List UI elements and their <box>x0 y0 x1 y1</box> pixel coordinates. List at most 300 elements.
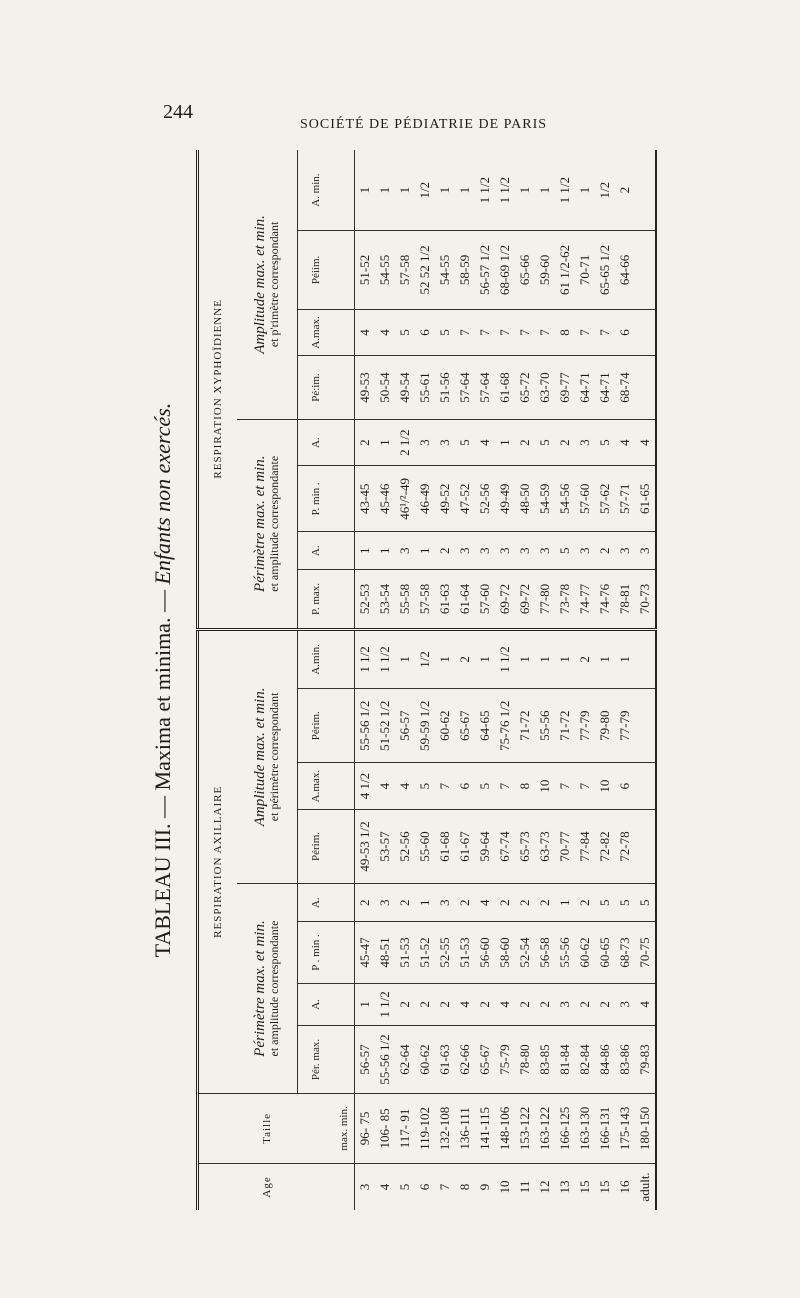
cell-axillaire-3: 51-53 <box>455 922 475 983</box>
cell-taille: 136-111 <box>455 1093 475 1163</box>
cell-xyphoidienne-7: 52 52 1/2 <box>415 231 435 309</box>
cell-axillaire-4: 1 <box>415 884 435 922</box>
cell-xyphoidienne-4: 5 <box>455 419 475 466</box>
cell-axillaire-8: 1 <box>595 629 615 688</box>
cell-taille: 166-131 <box>595 1093 615 1163</box>
cell-axillaire-1: 78-80 <box>515 1026 535 1094</box>
cell-taille: 132-108 <box>435 1093 455 1163</box>
cell-age: 16 <box>615 1163 635 1210</box>
cell-axillaire-4: 2 <box>455 884 475 922</box>
cell-axillaire-3: 45-47 <box>355 922 376 983</box>
cell-axillaire-7: 75-76 1/2 <box>495 689 515 763</box>
cell-axillaire-8: 1 1/2 <box>375 629 395 688</box>
cell-xyphoidienne-2: 2 <box>435 532 455 570</box>
cell-xyphoidienne-6: 7 <box>455 309 475 356</box>
cell-axillaire-7: 55-56 1/2 <box>355 689 376 763</box>
cell-axillaire-3: 51-53 <box>395 922 415 983</box>
cell-xyphoidienne-8: 2 <box>617 186 632 194</box>
cell-age: 5 <box>395 1163 415 1210</box>
cell-axillaire-6: 7 <box>555 763 575 810</box>
cell-axillaire-7: 51-52 1/2 <box>375 689 395 763</box>
cell-axillaire-3: 70-75 <box>635 922 656 983</box>
cell-xyphoidienne-2: 3 <box>535 532 555 570</box>
cell-xyphoidienne-5: 68-74 <box>615 356 635 420</box>
cell-xyphoidienne-2: 1 <box>375 532 395 570</box>
cell-axillaire-3: 52-54 <box>515 922 535 983</box>
col-header-axillaire-2: A. <box>298 983 335 1025</box>
cell-axillaire-3: 56-60 <box>475 922 495 983</box>
cell-age: 15 <box>595 1163 615 1210</box>
cell-xyphoidienne-8: 1 <box>537 186 552 194</box>
cell-axillaire-7: 56-57 <box>395 689 415 763</box>
cell-axillaire-5: 72-82 <box>595 809 615 883</box>
table-row <box>555 150 575 1210</box>
cell-xyphoidienne-8: 1/2 <box>417 181 432 199</box>
cell-axillaire-4: 5 <box>615 884 635 922</box>
cell-xyphoidienne-2: 3 <box>635 532 656 570</box>
cell-axillaire-8: 1 <box>515 629 535 688</box>
cell-xyphoidienne-1: 69-72 <box>495 570 515 629</box>
cell-xyphoidienne-3: 57-62 <box>595 466 615 532</box>
header-section-xyphoidienne: RESPIRATION XYPHOÏDIENNE <box>212 299 224 479</box>
col-header-xyphoidienne-6: A.max. <box>298 309 335 356</box>
cell-xyphoidienne-1: 61-64 <box>455 570 475 629</box>
cell-axillaire-3: 51-52 <box>415 922 435 983</box>
cell-axillaire-7: 59-59 1/2 <box>415 689 435 763</box>
cell-xyphoidienne-4: 4 <box>635 419 656 466</box>
cell-axillaire-8 <box>635 629 656 688</box>
cell-xyphoidienne-1: 57-58 <box>415 570 435 629</box>
cell-age: 9 <box>475 1163 495 1210</box>
cell-xyphoidienne-4: 3 <box>575 419 595 466</box>
cell-xyphoidienne-2: 3 <box>515 532 535 570</box>
cell-axillaire-2: 2 <box>395 983 415 1025</box>
cell-axillaire-3: 60-62 <box>575 922 595 983</box>
cell-axillaire-8: 1 <box>615 629 635 688</box>
header-age: Age <box>198 1163 335 1210</box>
cell-xyphoidienne-6: 7 <box>515 309 535 356</box>
data-table <box>196 150 657 1210</box>
cell-xyphoidienne-6: 6 <box>415 309 435 356</box>
cell-axillaire-8: 1 1/2 <box>355 629 376 688</box>
table-title-italic: Enfants non exercés. <box>150 402 175 585</box>
cell-axillaire-2: 1 <box>355 983 376 1025</box>
cell-age: 7 <box>435 1163 455 1210</box>
cell-xyphoidienne-8: 1 <box>437 186 452 194</box>
cell-axillaire-3: 55-56 <box>555 922 575 983</box>
cell-xyphoidienne-7: 56-57 1/2 <box>475 231 495 309</box>
cell-age: 12 <box>535 1163 555 1210</box>
cell-age: 11 <box>515 1163 535 1210</box>
table-title <box>144 150 182 1210</box>
header-group-1 <box>237 884 298 1094</box>
cell-xyphoidienne-3: 52-56 <box>475 466 495 532</box>
table-row <box>375 150 395 1210</box>
cell-axillaire-1: 84-86 <box>595 1026 615 1094</box>
cell-xyphoidienne-5: 61-68 <box>495 356 515 420</box>
cell-xyphoidienne-8: 1 <box>357 186 372 194</box>
cell-xyphoidienne-7 <box>635 231 656 309</box>
cell-axillaire-5: 63-73 <box>535 809 555 883</box>
cell-xyphoidienne-5: 51-56 <box>435 356 455 420</box>
cell-xyphoidienne-2: 3 <box>495 532 515 570</box>
cell-axillaire-8: 1 1/2 <box>495 629 515 688</box>
cell-axillaire-8: 1 <box>555 629 575 688</box>
cell-axillaire-2: 2 <box>595 983 615 1025</box>
col-header-xyphoidienne-7: Péiim. <box>298 231 335 309</box>
cell-axillaire-5: 55-60 <box>415 809 435 883</box>
cell-axillaire-6: 7 <box>435 763 455 810</box>
cell-axillaire-6: 6 <box>455 763 475 810</box>
cell-axillaire-5: 61-68 <box>435 809 455 883</box>
cell-xyphoidienne-2: 3 <box>395 532 415 570</box>
cell-xyphoidienne-2: 1 <box>415 532 435 570</box>
cell-xyphoidienne-7: 57-58 <box>395 231 415 309</box>
cell-age: 10 <box>495 1163 515 1210</box>
cell-axillaire-5: 77-84 <box>575 809 595 883</box>
cell-axillaire-8: 2 <box>575 629 595 688</box>
cell-axillaire-3: 52-55 <box>435 922 455 983</box>
cell-taille: 163-122 <box>535 1093 555 1163</box>
cell-axillaire-3: 68-73 <box>615 922 635 983</box>
cell-xyphoidienne-1: 78-81 <box>615 570 635 629</box>
table-row <box>535 150 555 1210</box>
cell-xyphoidienne-6: 4 <box>375 309 395 356</box>
cell-axillaire-2: 2 <box>415 983 435 1025</box>
cell-axillaire-4: 1 <box>555 884 575 922</box>
cell-xyphoidienne-1: 74-77 <box>575 570 595 629</box>
cell-xyphoidienne-4: 3 <box>435 419 455 466</box>
cell-axillaire-8: 1 <box>435 629 455 688</box>
cell-xyphoidienne-3: 46-49 <box>415 466 435 532</box>
cell-axillaire-4: 3 <box>375 884 395 922</box>
cell-axillaire-6 <box>635 763 656 810</box>
group-3-sub: et amplitude correspondante <box>267 455 281 592</box>
col-header-axillaire-7: Périm. <box>298 689 335 763</box>
table-row <box>415 150 435 1210</box>
table-row <box>615 150 635 1210</box>
header-group-4 <box>237 150 298 419</box>
cell-axillaire-8: 1/2 <box>415 629 435 688</box>
col-header-xyphoidienne-1: P. max. <box>298 570 335 629</box>
cell-xyphoidienne-6: 8 <box>555 309 575 356</box>
cell-taille: 119-102 <box>415 1093 435 1163</box>
col-header-xyphoidienne-2: A. <box>298 532 335 570</box>
cell-xyphoidienne-5: 64-71 <box>575 356 595 420</box>
cell-age: 3 <box>355 1163 376 1210</box>
col-header-xyphoidienne-4: A. <box>298 419 335 466</box>
cell-xyphoidienne-1: 52-53 <box>355 570 376 629</box>
cell-axillaire-2: 2 <box>575 983 595 1025</box>
cell-axillaire-6: 7 <box>495 763 515 810</box>
cell-axillaire-4: 2 <box>515 884 535 922</box>
table-row <box>495 150 515 1210</box>
cell-xyphoidienne-5: 49-53 <box>355 356 376 420</box>
group-1-sub: et amplitude correspondante <box>267 920 281 1057</box>
cell-xyphoidienne-3: 43-45 <box>355 466 376 532</box>
cell-axillaire-7 <box>635 689 656 763</box>
cell-axillaire-6: 10 <box>595 763 615 810</box>
cell-xyphoidienne-6: 7 <box>495 309 515 356</box>
cell-xyphoidienne-1: 77-80 <box>535 570 555 629</box>
cell-axillaire-1: 83-86 <box>615 1026 635 1094</box>
header-group-3 <box>237 419 298 629</box>
cell-xyphoidienne-3: 48-50 <box>515 466 535 532</box>
cell-axillaire-5: 53-57 <box>375 809 395 883</box>
cell-taille: 175-143 <box>615 1093 635 1163</box>
cell-axillaire-5: 49-53 1/2 <box>355 809 376 883</box>
table-row <box>435 150 455 1210</box>
cell-xyphoidienne-2: 3 <box>475 532 495 570</box>
cell-axillaire-5: 65-73 <box>515 809 535 883</box>
cell-axillaire-2: 3 <box>555 983 575 1025</box>
cell-axillaire-6: 7 <box>575 763 595 810</box>
cell-xyphoidienne-7: 61 1/2-62 <box>555 231 575 309</box>
cell-xyphoidienne-1: 61-63 <box>435 570 455 629</box>
cell-xyphoidienne-8: 1 <box>577 186 592 194</box>
cell-xyphoidienne-4: 2 1/2 <box>395 419 415 466</box>
cell-xyphoidienne-8: 1 <box>457 186 472 194</box>
cell-taille: 106- 85 <box>375 1093 395 1163</box>
cell-xyphoidienne-1: 70-73 <box>635 570 656 629</box>
cell-xyphoidienne-5: 55-61 <box>415 356 435 420</box>
cell-taille: 180-150 <box>635 1093 656 1163</box>
cell-xyphoidienne-2: 3 <box>455 532 475 570</box>
cell-xyphoidienne-4: 2 <box>355 419 376 466</box>
rotated-table-block <box>144 150 694 1210</box>
cell-axillaire-4: 5 <box>595 884 615 922</box>
cell-axillaire-6: 8 <box>515 763 535 810</box>
table-row <box>475 150 495 1210</box>
cell-xyphoidienne-8: 1 1/2 <box>557 176 572 204</box>
cell-xyphoidienne-8: 1 1/2 <box>477 176 492 204</box>
cell-axillaire-1: 56-57 <box>355 1026 376 1094</box>
cell-axillaire-5: 61-67 <box>455 809 475 883</box>
cell-xyphoidienne-8: 1 <box>397 186 412 194</box>
col-header-xyphoidienne-3: P. min . <box>298 466 335 532</box>
cell-axillaire-3: 60-65 <box>595 922 615 983</box>
cell-xyphoidienne-5: 50-54 <box>375 356 395 420</box>
cell-taille: 153-122 <box>515 1093 535 1163</box>
cell-axillaire-2: 1 1/2 <box>375 983 395 1025</box>
cell-age: 6 <box>415 1163 435 1210</box>
cell-xyphoidienne-6: 6 <box>615 309 635 356</box>
cell-xyphoidienne-5: 64-71 <box>595 356 615 420</box>
header-section-axillaire: RESPIRATION AXILLAIRE <box>198 629 238 1093</box>
cell-xyphoidienne-1: 57-60 <box>475 570 495 629</box>
cell-axillaire-7: 65-67 <box>455 689 475 763</box>
cell-axillaire-6: 4 <box>395 763 415 810</box>
group-2-sub: et périmètre correspondant <box>267 692 281 822</box>
cell-axillaire-1: 81-84 <box>555 1026 575 1094</box>
cell-taille: 117- 91 <box>395 1093 415 1163</box>
cell-axillaire-2: 2 <box>535 983 555 1025</box>
cell-xyphoidienne-7: 54-55 <box>375 231 395 309</box>
cell-axillaire-4: 2 <box>575 884 595 922</box>
table-row <box>395 150 415 1210</box>
header-age-unit <box>334 1163 355 1210</box>
cell-axillaire-4: 4 <box>475 884 495 922</box>
cell-axillaire-1: 65-67 <box>475 1026 495 1094</box>
cell-age: 13 <box>555 1163 575 1210</box>
cell-axillaire-4: 2 <box>495 884 515 922</box>
cell-axillaire-7: 77-79 <box>615 689 635 763</box>
cell-axillaire-4: 5 <box>635 884 656 922</box>
cell-axillaire-5: 59-64 <box>475 809 495 883</box>
cell-xyphoidienne-8: 1/2 <box>597 181 612 199</box>
cell-age: 15 <box>575 1163 595 1210</box>
cell-xyphoidienne-6 <box>635 309 656 356</box>
cell-axillaire-1: 79-83 <box>635 1026 656 1094</box>
cell-xyphoidienne-6: 7 <box>575 309 595 356</box>
cell-axillaire-1: 55-56 1/2 <box>375 1026 395 1094</box>
cell-xyphoidienne-7: 65-66 <box>515 231 535 309</box>
page-number: 244 <box>163 101 193 123</box>
cell-xyphoidienne-6: 4 <box>355 309 376 356</box>
cell-axillaire-3: 48-51 <box>375 922 395 983</box>
cell-age: 4 <box>375 1163 395 1210</box>
cell-axillaire-3: 58-60 <box>495 922 515 983</box>
cell-taille: 96- 75 <box>355 1093 376 1163</box>
group-4-italic: Amplitude max. et min. <box>252 215 268 354</box>
cell-xyphoidienne-4: 5 <box>535 419 555 466</box>
cell-axillaire-6: 6 <box>615 763 635 810</box>
table-row <box>635 150 656 1210</box>
cell-xyphoidienne-3: 49-52 <box>435 466 455 532</box>
cell-xyphoidienne-7: 59-60 <box>535 231 555 309</box>
cell-axillaire-4: 2 <box>355 884 376 922</box>
cell-age: 8 <box>455 1163 475 1210</box>
cell-xyphoidienne-2: 3 <box>575 532 595 570</box>
cell-axillaire-2: 2 <box>435 983 455 1025</box>
table-row <box>575 150 595 1210</box>
cell-xyphoidienne-4: 3 <box>415 419 435 466</box>
cell-axillaire-8: 1 <box>395 629 415 688</box>
cell-axillaire-1: 75-79 <box>495 1026 515 1094</box>
cell-xyphoidienne-1: 74-76 <box>595 570 615 629</box>
cell-axillaire-2: 4 <box>455 983 475 1025</box>
cell-axillaire-7: 77-79 <box>575 689 595 763</box>
cell-axillaire-3: 56-58 <box>535 922 555 983</box>
cell-xyphoidienne-2: 3 <box>615 532 635 570</box>
cell-axillaire-4: 3 <box>435 884 455 922</box>
col-header-axillaire-4: A. <box>298 884 335 922</box>
header-group-2 <box>237 629 298 883</box>
col-header-xyphoidienne-8: A. min. <box>298 150 335 231</box>
cell-axillaire-5: 52-56 <box>395 809 415 883</box>
cell-xyphoidienne-2: 1 <box>355 532 376 570</box>
col-header-xyphoidienne-5: Pé:im. <box>298 356 335 420</box>
table-row <box>595 150 615 1210</box>
header-taille: Taille <box>198 1093 335 1163</box>
cell-xyphoidienne-3: 54-56 <box>555 466 575 532</box>
col-header-axillaire-3: P . min . <box>298 922 335 983</box>
group-3-italic: Périmètre max. et min. <box>252 455 268 593</box>
cell-xyphoidienne-3: 57-71 <box>615 466 635 532</box>
cell-age: adult. <box>635 1163 656 1210</box>
cell-axillaire-6: 4 1/2 <box>355 763 376 810</box>
cell-xyphoidienne-7: 70-71 <box>575 231 595 309</box>
cell-xyphoidienne-2: 2 <box>595 532 615 570</box>
cell-taille: 163-130 <box>575 1093 595 1163</box>
cell-xyphoidienne-3: 49-49 <box>495 466 515 532</box>
table-title-main: TABLEAU III. — Maxima et minima. — <box>150 584 175 958</box>
cell-xyphoidienne-8: 1 <box>517 186 532 194</box>
running-header: SOCIÉTÉ DE PÉDIATRIE DE PARIS <box>300 117 548 132</box>
group-1-italic: Périmètre max. et min. <box>252 920 268 1057</box>
cell-xyphoidienne-4: 2 <box>555 419 575 466</box>
cell-xyphoidienne-6: 5 <box>435 309 455 356</box>
col-header-axillaire-1: Pér. max. <box>298 1026 335 1094</box>
cell-xyphoidienne-3: 47-52 <box>455 466 475 532</box>
cell-axillaire-2: 3 <box>615 983 635 1025</box>
table-row <box>515 150 535 1210</box>
col-header-axillaire-6: A.max. <box>298 763 335 810</box>
cell-axillaire-5 <box>635 809 656 883</box>
cell-axillaire-1: 83-85 <box>535 1026 555 1094</box>
cell-xyphoidienne-6: 7 <box>535 309 555 356</box>
cell-xyphoidienne-8: 1 <box>377 186 392 194</box>
cell-axillaire-2: 4 <box>495 983 515 1025</box>
cell-axillaire-8: 2 <box>455 629 475 688</box>
cell-xyphoidienne-4: 1 <box>495 419 515 466</box>
cell-taille: 141-115 <box>475 1093 495 1163</box>
cell-xyphoidienne-1: 55-58 <box>395 570 415 629</box>
cell-axillaire-1: 82-84 <box>575 1026 595 1094</box>
cell-axillaire-1: 62-64 <box>395 1026 415 1094</box>
cell-xyphoidienne-5: 63-70 <box>535 356 555 420</box>
cell-axillaire-4: 2 <box>535 884 555 922</box>
cell-xyphoidienne-3: 61-65 <box>635 466 656 532</box>
cell-axillaire-5: 67-74 <box>495 809 515 883</box>
cell-axillaire-5: 72-78 <box>615 809 635 883</box>
cell-xyphoidienne-4: 2 <box>515 419 535 466</box>
cell-xyphoidienne-5: 69-77 <box>555 356 575 420</box>
cell-xyphoidienne-4: 5 <box>595 419 615 466</box>
group-4-sub: et p'rimètre correspondant <box>267 221 281 348</box>
cell-taille: 148-106 <box>495 1093 515 1163</box>
cell-axillaire-2: 2 <box>515 983 535 1025</box>
cell-xyphoidienne-7: 68-69 1/2 <box>495 231 515 309</box>
cell-axillaire-2: 4 <box>635 983 656 1025</box>
cell-axillaire-6: 4 <box>375 763 395 810</box>
cell-axillaire-6: 5 <box>475 763 495 810</box>
cell-xyphoidienne-4: 4 <box>615 419 635 466</box>
group-2-italic: Amplitude max. et min. <box>252 687 268 827</box>
cell-xyphoidienne-8: 1 1/2 <box>497 176 512 204</box>
cell-xyphoidienne-1: 53-54 <box>375 570 395 629</box>
cell-xyphoidienne-6: 5 <box>395 309 415 356</box>
cell-xyphoidienne-5: 65-72 <box>515 356 535 420</box>
cell-axillaire-7: 71-72 <box>555 689 575 763</box>
cell-xyphoidienne-7: 54-55 <box>435 231 455 309</box>
cell-axillaire-7: 64-65 <box>475 689 495 763</box>
cell-axillaire-5: 70-77 <box>555 809 575 883</box>
cell-xyphoidienne-7: 64-66 <box>615 231 635 309</box>
cell-xyphoidienne-2: 5 <box>555 532 575 570</box>
cell-xyphoidienne-5: 57-64 <box>455 356 475 420</box>
cell-xyphoidienne-5: 57-64 <box>475 356 495 420</box>
cell-axillaire-1: 61-63 <box>435 1026 455 1094</box>
cell-axillaire-7: 79-80 <box>595 689 615 763</box>
cell-axillaire-7: 55-56 <box>535 689 555 763</box>
cell-xyphoidienne-5: 49-54 <box>395 356 415 420</box>
cell-xyphoidienne-1: 73-78 <box>555 570 575 629</box>
cell-xyphoidienne-4: 1 <box>375 419 395 466</box>
cell-axillaire-8: 1 <box>535 629 555 688</box>
table-row <box>355 150 376 1210</box>
cell-xyphoidienne-7: 58-59 <box>455 231 475 309</box>
